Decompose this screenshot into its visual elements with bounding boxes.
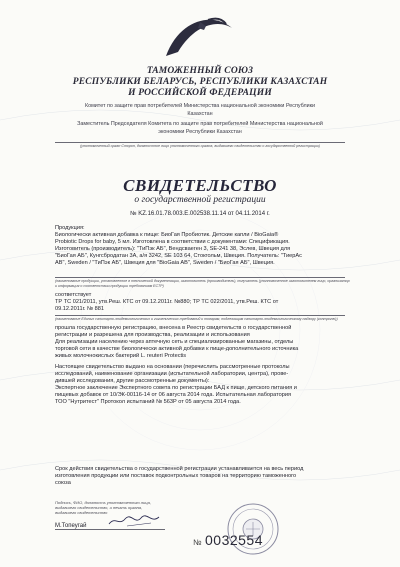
product-line-2: Биологически активная добавка к пище: БиоГая Пробиотик. Детские капли / BioGaia® xyxy=(55,232,279,238)
certificate-number: № KZ.16.01.78.003.E.002538.11.14 от 04.11.2014 г. xyxy=(130,211,270,217)
product-line-5: "БиоГая АБ", Кунгсбродатан 3А, а/я 3242, SE 103 64, Стокгольм, Швеция. Получатель: "ТиерАс xyxy=(55,253,302,259)
registration-line-2: регистрации и разрешена для производства, реализации и использования xyxy=(55,332,250,338)
registration-line-4: торговой сети в качестве биологически активной добавки к пище-дополнительного источника xyxy=(55,346,299,352)
form-number: 0032554 xyxy=(205,532,264,548)
customs-union-emblem-icon xyxy=(160,8,240,64)
product-rule xyxy=(55,277,345,278)
signature-position-2: выдавшего свидетельство, и печать органа, xyxy=(55,505,143,510)
handwritten-signature xyxy=(107,514,167,528)
validity-line-3: союза xyxy=(55,480,71,486)
committee-line-1: Комитет по защите прав потребителей Министерства национальной экономики Республики xyxy=(84,103,316,109)
product-line-6: AB", Sweden / "ТиПэк АБ", Швеция для "BioGaia AB", Sweden / "БиоГая АБ", Швеция. xyxy=(55,260,275,266)
basis-line-6: ТОО "Нутритест" Протокол испытаний № 563Р от 05 августа 2014 года. xyxy=(55,399,241,405)
signatory-name: М.Топеугай xyxy=(55,523,87,529)
validity-line-1: Срок действия свидетельства о государственной регистрации устанавливается на весь период xyxy=(55,466,304,472)
basis-line-3: дившей исследования, другие рассмотренные документы): xyxy=(55,378,210,384)
committee-line-2: Казахстан xyxy=(187,111,213,117)
basis-line-5: пищевых добавок от 10/ЭК-00116-14 от 06 августа 2014 года. Испытательная лаборатория xyxy=(55,392,292,398)
certificate-title: СВИДЕТЕЛЬСТВО xyxy=(123,176,277,195)
compliance-line-3: 09.12.2011г. № 881 xyxy=(55,306,104,312)
signature-position-1: Подпись, ФИО, должность уполномоченного лица, xyxy=(55,500,151,505)
compliance-rule xyxy=(55,315,345,316)
deputy-line-1: Заместитель Председателя Комитета по защите прав потребителей Министерства национальной xyxy=(77,121,323,127)
union-title-line-3: И РОССИЙСКОЙ ФЕДЕРАЦИИ xyxy=(128,88,272,98)
authority-rule xyxy=(55,142,345,143)
authority-caption: (уполномоченный орган Сторон, должностное лицо уполномоченного органа, выдавшего свидетельство о государственной регистрации) xyxy=(80,144,320,148)
basis-line-4: Экспертное заключение Экспертного совета по регистрации БАД к пище, детского питания и xyxy=(55,385,297,391)
validity-line-2: изготовления продукции или поставок подконтрольных товаров на территорию таможенного xyxy=(55,473,297,479)
basis-line-2: исследований, наименование организации (испытательной лаборатории, центра), прове- xyxy=(55,371,289,377)
product-caption-1: (наименование продукции, установленное в технической документации, изготовитель (производитель), получатель (уполномоченное изготовителем лицо, организатор xyxy=(55,279,350,283)
product-line-1: Продукция: xyxy=(55,225,85,231)
signature-position-3: выдавшего свидетельство xyxy=(55,510,108,515)
form-number-label: № xyxy=(193,538,202,547)
product-line-4: Изготовитель (производитель): "ТиПэк АБ", Вендсваеген 3, SE-241 38, Эслев, Швеция для xyxy=(55,246,291,252)
compliance-line-2: ТР ТС 021/2011, утв.Реш. КТС от 09.12.2011г. №880; ТР ТС 022/2011, утв.Реш. КТС от xyxy=(55,299,279,305)
union-title-line-2: РЕСПУБЛИКИ БЕЛАРУСЬ, РЕСПУБЛИКИ КАЗАХСТАН xyxy=(72,77,328,87)
product-line-3: Probiotic Drops for baby, 5 мл. Изготовлена в соответствии с документами: Спецификация. xyxy=(55,239,290,245)
deputy-line-2: экономики Республики Казахстан xyxy=(158,129,242,135)
basis-line-1: Настоящее свидетельство выдано на основании (перечислить рассмотренные протоколы xyxy=(55,364,290,370)
certificate-subtitle: о государственной регистрации xyxy=(134,195,266,205)
signature-rule xyxy=(55,529,165,530)
product-caption-2: и информация о соответствии продукции требованиям ЕСТР) xyxy=(55,284,164,288)
union-title-line-1: ТАМОЖЕННЫЙ СОЮЗ xyxy=(146,66,254,76)
registration-line-3: Для реализации населению через аптечную сеть и специализированные магазины, отделы xyxy=(55,339,294,345)
compliance-caption: (наименование Единых санитарно-эпидемиологических и гигиенических требований к товарам, подлежащим санитарно-эпидемиологическому надзору (контролю)) xyxy=(55,317,338,321)
registration-line-5: живых молочнокислых бактерий L. reuteri Protectis xyxy=(55,353,187,359)
registration-line-1: прошла государственную регистрацию, внесена в Реестр свидетельств о государственной xyxy=(55,325,292,331)
compliance-line-1: соответствует xyxy=(55,292,92,298)
